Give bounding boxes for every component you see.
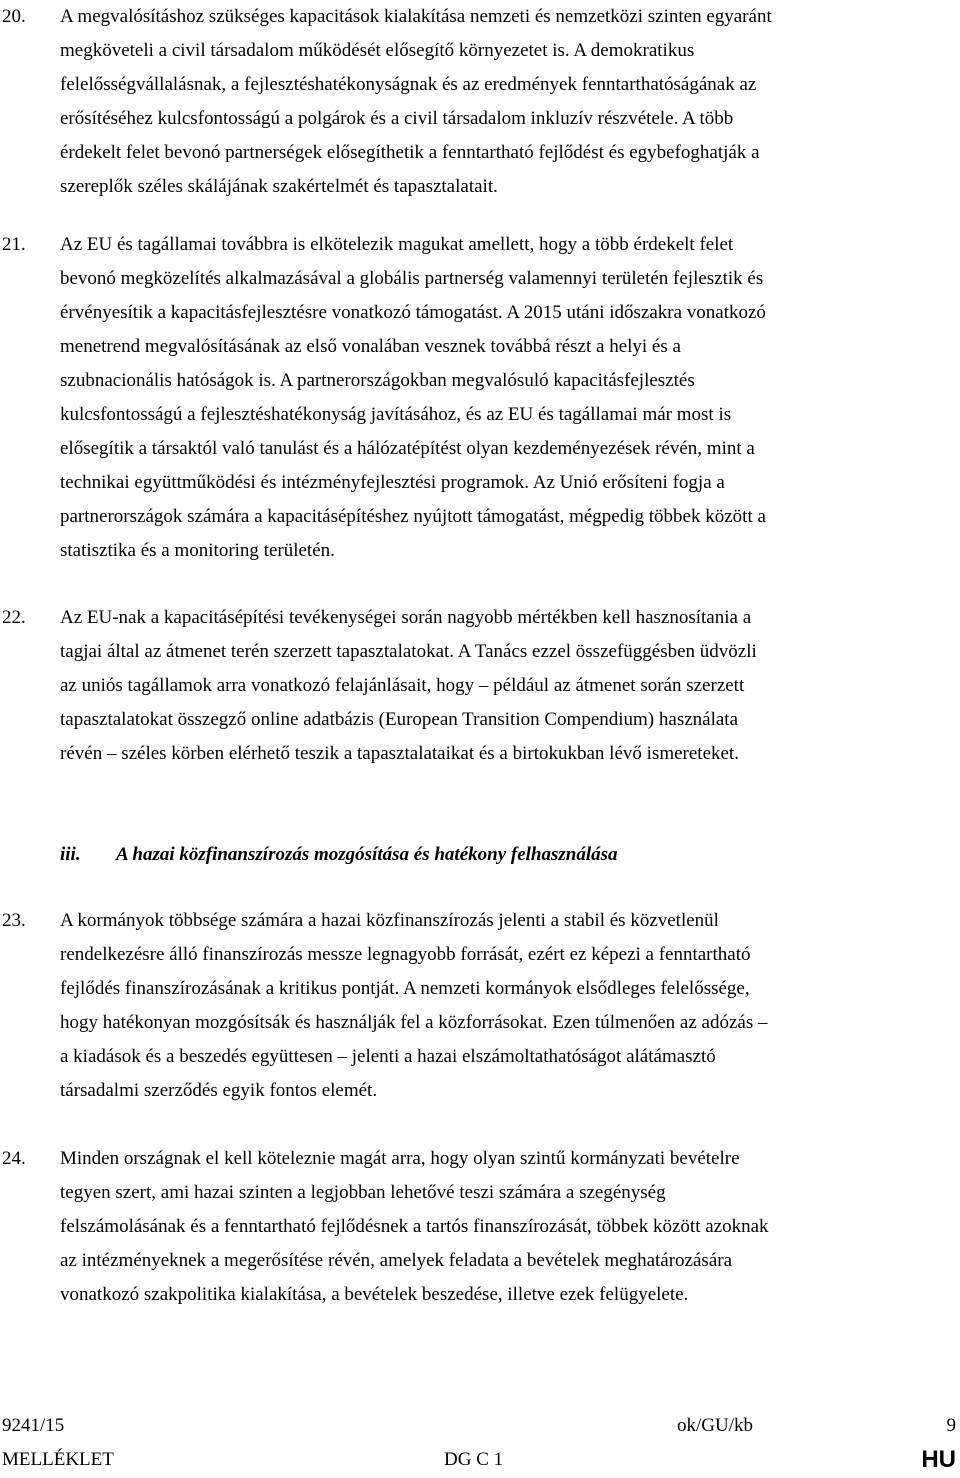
- paragraph-23: [0, 904, 960, 1108]
- text-line: hogy hatékonyan mozgósítsák és használják fel a közforrásokat. Ezen túlmenően az adózás –: [60, 1012, 768, 1033]
- paragraph-text: [60, 1142, 950, 1312]
- text-line: Minden országnak el kell köteleznie magát arra, hogy olyan szintű kormányzati bevételre: [60, 1148, 740, 1169]
- text-line: erősítéséhez kulcsfontosságú a polgárok és a civil társadalom inkluzív részvétele. A több: [60, 108, 734, 129]
- paragraph-number: 23.: [2, 910, 26, 931]
- text-line: Az EU-nak a kapacitásépítési tevékenységei során nagyobb mértékben kell hasznosítania a: [60, 607, 752, 628]
- text-line: az intézményeknek a megerősítése révén, amelyek feladata a bevételek meghatározására: [60, 1250, 733, 1271]
- text-line: rendelkezésre álló finanszírozás messze legnagyobb forrását, ezért ez képezi a fenntartható: [60, 944, 751, 965]
- text-line: A kormányok többsége számára a hazai közfinanszírozás jelenti a stabil és közvetlenül: [60, 910, 719, 931]
- text-line: bevonó megközelítés alkalmazásával a globális partnerség valamennyi területén fejlesztik és: [60, 268, 764, 289]
- text-line: megköveteli a civil társadalom működését elősegítő környezetet is. A demokratikus: [60, 40, 695, 61]
- paragraph-text: [60, 228, 950, 568]
- section-heading-title: A hazai közfinanszírozás mozgósítása és hatékony felhasználása: [116, 844, 618, 865]
- text-line: társadalmi szerződés egyik fontos elemét.: [60, 1080, 378, 1101]
- text-line: szubnacionális hatóságok is. A partnerországokban megvalósuló kapacitásfejlesztés: [60, 370, 695, 391]
- paragraph-text: [60, 601, 950, 771]
- text-line: szereplők széles skálájának szakértelmét és tapasztalatait.: [60, 176, 498, 197]
- text-line: érdekelt felet bevonó partnerségek elősegíthetik a fenntartható fejlődést és egybefoghatják a: [60, 142, 760, 163]
- text-line: elősegítik a társaktól való tanulást és a hálózatépítést olyan kezdeményezések révén, mint a: [60, 438, 755, 459]
- paragraph-21: [0, 228, 960, 568]
- footer-page-number: 9: [946, 1415, 956, 1436]
- text-line: A megvalósításhoz szükséges kapacitások kialakítása nemzeti és nemzetközi szinten egyaránt: [60, 6, 772, 27]
- text-line: fejlődés finanszírozásának a kritikus pontját. A nemzeti kormányok elsődleges felelőssége,: [60, 978, 750, 999]
- paragraph-24: [0, 1142, 960, 1312]
- text-line: révén – széles körben elérhető teszik a tapasztalataikat és a birtokukban lévő ismereteket.: [60, 743, 739, 764]
- text-line: technikai együttműködési és intézményfejlesztési programok. Az Unió erősíteni fogja a: [60, 472, 725, 493]
- footer-language: HU: [921, 1446, 956, 1473]
- text-line: tegyen szert, ami hazai szinten a legjobban lehetővé teszi számára a szegénység: [60, 1182, 666, 1203]
- text-line: tapasztalatokat összegző online adatbázis (European Transition Compendium) használata: [60, 709, 738, 730]
- text-line: kulcsfontosságú a fejlesztéshatékonyság javításához, és az EU és tagállamai már most is: [60, 404, 732, 425]
- text-line: érvényesítik a kapacitásfejlesztésre vonatkozó támogatást. A 2015 utáni időszakra vonatkozó: [60, 302, 766, 323]
- footer-initials: ok/GU/kb: [677, 1415, 753, 1436]
- footer-dg: DG C 1: [444, 1449, 504, 1470]
- text-line: menetrend megvalósításának az első vonalában vesznek továbbá részt a helyi és a: [60, 336, 681, 357]
- paragraph-number: 20.: [2, 6, 26, 27]
- text-line: az uniós tagállamok arra vonatkozó felajánlásait, hogy – például az átmenet során szerzett: [60, 675, 745, 696]
- paragraph-text: [60, 0, 950, 204]
- paragraph-22: [0, 601, 960, 771]
- footer-doc-ref: 9241/15: [2, 1415, 65, 1436]
- text-line: vonatkozó szakpolitika kialakítása, a bevételek beszedése, illetve ezek felügyelete.: [60, 1284, 689, 1305]
- paragraph-20: [0, 0, 960, 204]
- paragraph-number: 24.: [2, 1148, 26, 1169]
- text-line: statisztika és a monitoring területén.: [60, 540, 335, 561]
- text-line: Az EU és tagállamai továbbra is elkötelezik magukat amellett, hogy a több érdekelt felet: [60, 234, 734, 255]
- text-line: partnerországok számára a kapacitásépítéshez nyújtott támogatást, mégpedig többek között a: [60, 506, 766, 527]
- paragraph-text: [60, 904, 950, 1108]
- footer-annex: MELLÉKLET: [2, 1449, 114, 1470]
- paragraph-number: 21.: [2, 234, 26, 255]
- section-heading-number: iii.: [60, 844, 81, 865]
- text-line: felelősségvállalásnak, a fejlesztéshatékonyságnak és az eredmények fenntarthatóságának az: [60, 74, 757, 95]
- text-line: a kiadások és a beszedés együttesen – jelenti a hazai elszámoltathatóságot alátámasztó: [60, 1046, 716, 1067]
- text-line: tagjai által az átmenet terén szerzett tapasztalatokat. A Tanács ezzel összefüggésben üdvözli: [60, 641, 757, 662]
- paragraph-number: 22.: [2, 607, 26, 628]
- text-line: felszámolásának és a fenntartható fejlődésnek a tartós finanszírozását, többek között azoknak: [60, 1216, 769, 1237]
